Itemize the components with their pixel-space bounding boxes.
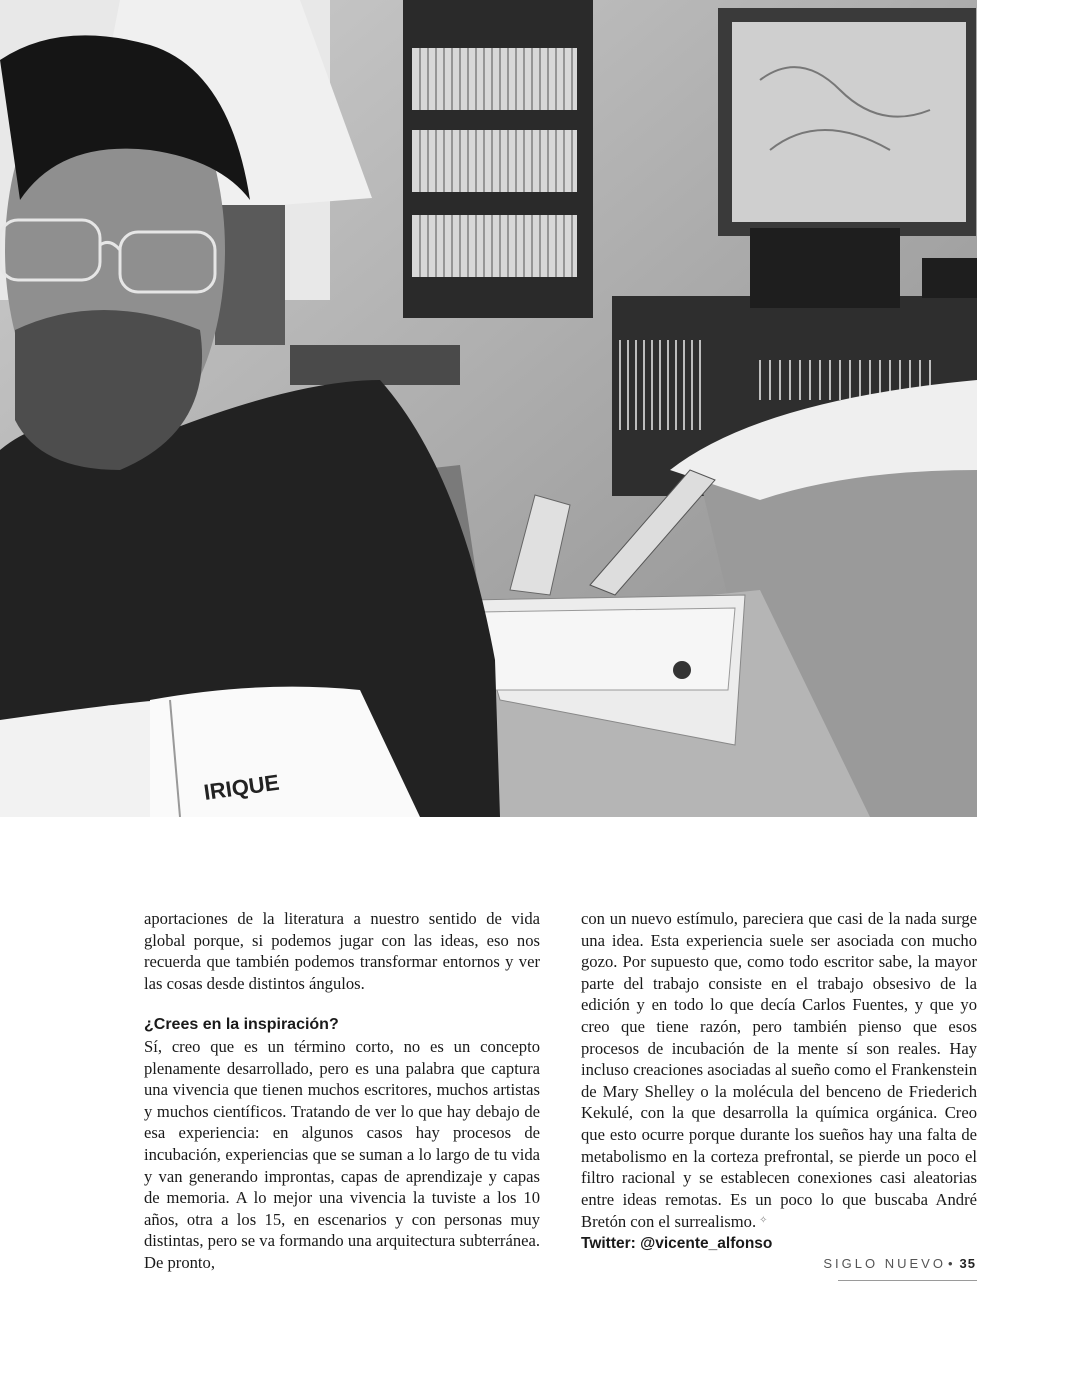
page-folio [823,1256,976,1271]
folio-rule [838,1280,977,1281]
article-column-right [581,908,977,1255]
body-paragraph-text: con un nuevo estímulo, pareciera que casi de la nada surge una idea. Esta experiencia suele ser asociada con mucho gozo. Por supuesto que, como todo escritor sabe, la mayor parte del trabajo consiste en el trabajo obsesivo de la edición y en todo lo que decía Carlos Fuentes, y que yo creo que tiene razón, pero también pienso que esos procesos de incubación de la mente sí son reales. Hay incluso creaciones asociadas al sueño como el Frankenstein de Mary Shelley o la molécula del benceno de Friederich Kekulé, con la que desarrolla la química orgánica. Creo que esto ocurre porque durante los sueños hay una falta de metabolismo en la corteza prefrontal, se pierde un poco el filtro racional y se establecen conexiones casi aleatorias entre ideas remotas. Es un poco lo que buscaba André Bretón con el surrealismo. [581,909,977,1232]
body-paragraph: Sí, creo que es un término corto, no es un concepto plenamente desarrollado, pero es una palabra que captura una vivencia que tienen muchos escritores, muchos artistas y muchos científicos. Tratando de ver lo que hay debajo de esa experiencia: en algunos casos hay procesos de incubación, experiencias que se suman a lo largo de tu vida y van generando improntas, capas de aprendizaje y capas de memoria. A lo mejor una vivencia la tuviste a los 10 años, otra a los 15, en escenarios y con personas muy distintas, pero se va formando una arquitectura subterránea. De pronto, [144,1036,540,1272]
page-number: 35 [959,1256,976,1271]
article-column-left [144,908,540,1274]
end-of-article-icon: ✧ [759,1215,768,1227]
interview-question: ¿Crees en la inspiración? [144,1016,339,1034]
body-paragraph [581,908,977,1233]
book-cover-text: IRIQUE [202,769,281,805]
body-paragraph: aportaciones de la literatura a nuestro sentido de vida global porque, si podemos jugar con las ideas, eso nos recuerda que también podemos transformar entornos y ver las cosas desde distintos ángulos. [144,909,540,993]
magazine-name: SIGLO NUEVO [823,1256,946,1271]
twitter-credit: Twitter: @vicente_alfonso [581,1234,773,1252]
folio-separator: • [947,1256,956,1271]
